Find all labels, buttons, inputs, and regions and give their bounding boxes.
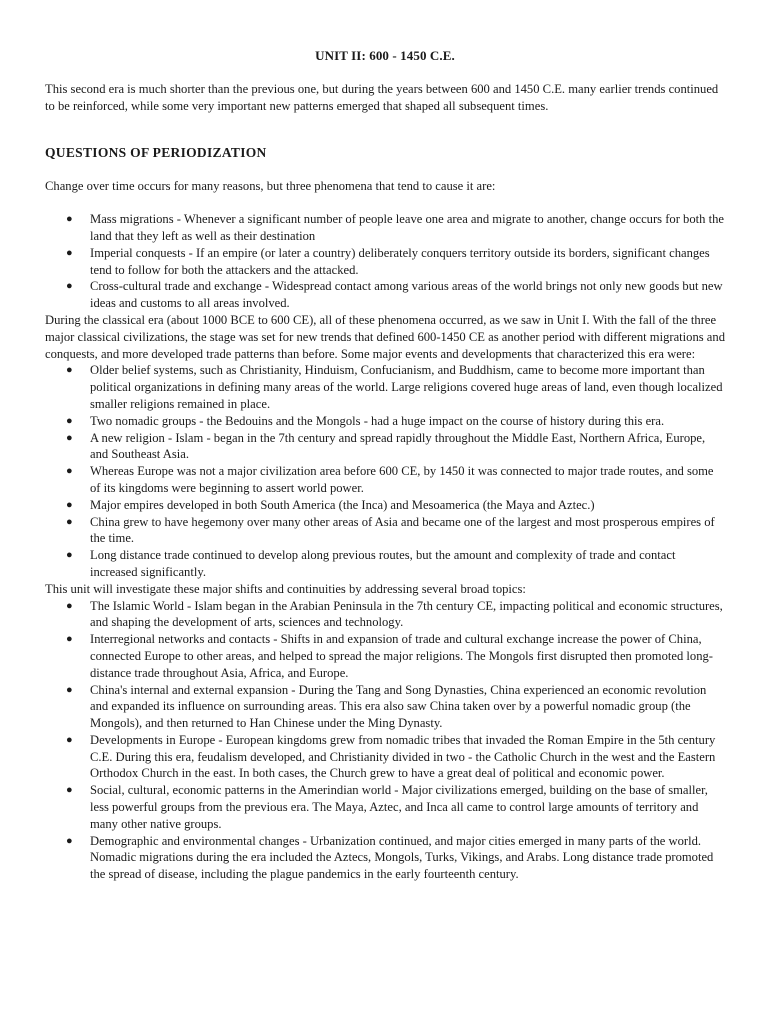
list-item: ● Cross-cultural trade and exchange - Widespread contact among various areas of the world brings not only new goods but new ideas and customs to all areas involved. <box>66 279 723 311</box>
list-item: ● Whereas Europe was not a major civilization area before 600 CE, by 1450 it was connected to major trade routes, and some of its kingdoms were beginning to assert world power. <box>66 464 714 495</box>
list-item: ● Major empires developed in both South America (the Inca) and Mesoamerica (the Maya and Aztec.) <box>66 497 595 512</box>
bullet-icon: ● <box>66 784 73 797</box>
intro-paragraph: This second era is much shorter than the previous one, but during the years between 600 and 1450 C.E. many earlier trends continued to be reinforced, while some very important new patterns emerged that shaped all subsequent times. <box>45 82 719 113</box>
bullet-icon: ● <box>66 834 73 847</box>
events-list <box>45 362 725 580</box>
bullet-icon: ● <box>66 515 73 528</box>
bullet-icon: ● <box>66 549 73 562</box>
bullet-icon: ● <box>66 683 73 696</box>
bullet-icon: ● <box>66 246 73 259</box>
list-item: ● Imperial conquests - If an empire (or later a country) deliberately conquers territory outside its borders, significant changes tend to follow for both the attackers and the attacked. <box>66 245 710 277</box>
topics-intro-paragraph: This unit will investigate these major shifts and continuities by addressing several broad topics: <box>45 581 526 596</box>
list-item: ● Older belief systems, such as Christianity, Hinduism, Confucianism, and Buddhism, came to become more important than political organizations in defining many areas of the world. Large religions covered huge areas of land, even though localized smaller religions remained in place. <box>66 363 723 411</box>
topics-list <box>45 598 725 884</box>
list-item: ● Interregional networks and contacts - Shifts in and expansion of trade and cultural exchange increase the power of China, connected Europe to other areas, and helped to spread the major religions. The Mongols first disrupted then promoted long-distance trade throughout Asia, Africa, and Europe. <box>66 632 713 680</box>
section-heading: QUESTIONS OF PERIODIZATION <box>45 144 267 160</box>
bullet-icon: ● <box>66 364 73 377</box>
list-item: ● Two nomadic groups - the Bedouins and the Mongols - had a huge impact on the course of history during this era. <box>66 413 665 428</box>
classical-era-paragraph: During the classical era (about 1000 BCE to 600 CE), all of these phenomena occurred, as we saw in Unit I. With the fall of the three major classical civilizations, the stage was set for new trends that defined 600-1450 CE as another period with different migrations and conquests, and more developed trade patterns than before. Some major events and developments that characterized this era were: <box>45 312 725 361</box>
bullet-icon: ● <box>66 733 73 746</box>
document-title: UNIT II: 600 - 1450 C.E. <box>315 48 455 63</box>
bullet-icon: ● <box>66 465 73 478</box>
list-item: ● Developments in Europe - European kingdoms grew from nomadic tribes that invaded the Roman Empire in the 5th century C.E. During this era, feudalism developed, and Christianity divided in two - the Catholic Church in the west and the Eastern Orthodox Church in the east. In both cases, the Church grew to have a great deal of political and economic power. <box>66 732 716 781</box>
list-item: ● China's internal and external expansion - During the Tang and Song Dynasties, China experienced an economic revolution and expanded its influence on surrounding areas. This era also saw China taken over by a powerful nomadic group (the Mongols), and then returned to Han Chinese under the Ming Dynasty. <box>66 682 707 731</box>
bullet-icon: ● <box>66 431 73 444</box>
list-item: ● Long distance trade continued to develop along previous routes, but the amount and complexity of trade and contact increased significantly. <box>66 548 676 579</box>
bullet-icon: ● <box>66 280 73 293</box>
bullet-icon: ● <box>66 498 73 511</box>
list-item: ● Social, cultural, economic patterns in the Amerindian world - Major civilizations emerged, building on the base of smaller, less powerful groups from the previous era. The Maya, Aztec, and Inca all came to control large amounts of territory and many other native groups. <box>66 783 708 831</box>
list-item: ● China grew to have hegemony over many other areas of Asia and became one of the largest and most prosperous empires of the time. <box>66 514 715 546</box>
list-item: ● The Islamic World - Islam began in the Arabian Peninsula in the 7th century CE, impacting political and economic structures, and shaping the development of arts, sciences and technology. <box>66 598 723 630</box>
list-item: ● Mass migrations - Whenever a significant number of people leave one area and migrate to another, change occurs for both the land that they left as well as their destination <box>66 212 724 243</box>
list-item: ● Demographic and environmental changes - Urbanization continued, and major cities emerged in many parts of the world. Nomadic migrations during the era included the Aztecs, Mongols, Turks, Vikings, and Arabs. Long distance trade promoted the spread of disease, including the plague pandemics in the early fourteenth century. <box>66 833 714 882</box>
bullet-icon: ● <box>66 213 73 226</box>
phenomena-list <box>45 211 725 312</box>
list-item: ● A new religion - Islam - began in the 7th century and spread rapidly throughout the Middle East, Northern Africa, Europe, and Southeast Asia. <box>66 430 706 462</box>
bullet-icon: ● <box>66 633 73 646</box>
document-page <box>45 47 725 883</box>
change-intro-paragraph: Change over time occurs for many reasons, but three phenomena that tend to cause it are: <box>45 179 496 194</box>
bullet-icon: ● <box>66 414 73 427</box>
bullet-icon: ● <box>66 599 73 612</box>
